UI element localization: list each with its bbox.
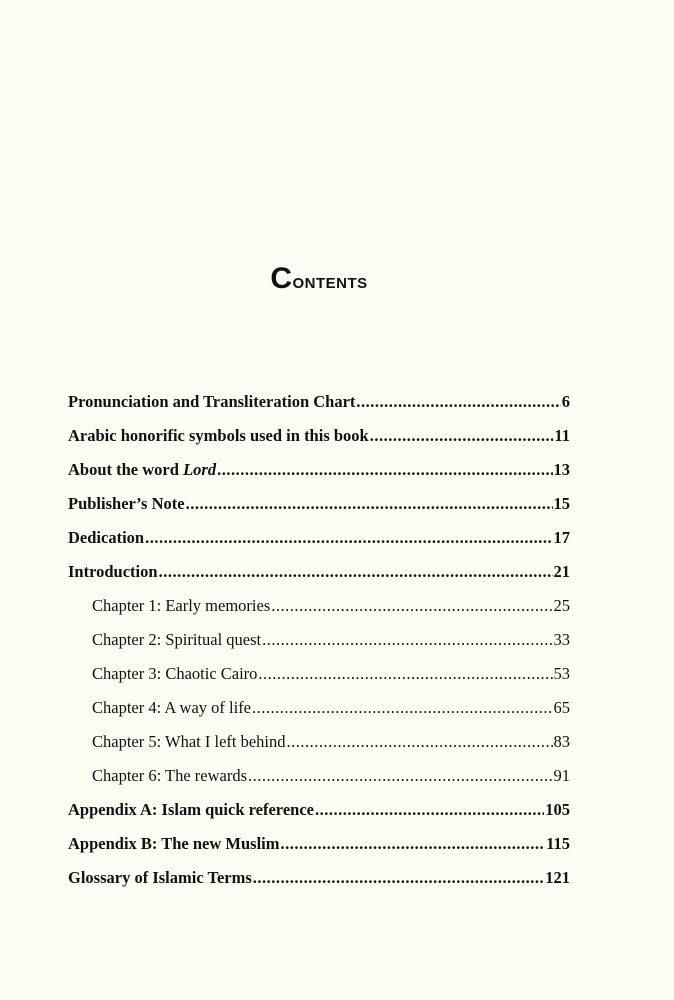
dot-leader xyxy=(186,494,553,514)
toc-entry-introduction[interactable] xyxy=(68,562,570,596)
toc-entry-page: 6 xyxy=(561,392,570,411)
toc-entry-chapter-6[interactable] xyxy=(68,766,570,800)
toc-entry-appendix-b[interactable] xyxy=(68,834,570,868)
toc-entry-page: 65 xyxy=(553,698,570,717)
toc-entry-label: Chapter 1: Early memories xyxy=(92,596,271,615)
toc-entry-page: 25 xyxy=(553,596,570,615)
toc-entry-dedication[interactable] xyxy=(68,528,570,562)
dot-leader xyxy=(370,426,554,446)
dot-leader xyxy=(258,664,552,684)
dot-leader xyxy=(271,596,552,616)
dot-leader xyxy=(217,460,552,480)
toc-entry-page: 105 xyxy=(545,800,570,819)
toc-entry-label: Chapter 3: Chaotic Cairo xyxy=(92,664,258,683)
toc-entry-label: Pronunciation and Transliteration Chart xyxy=(68,392,356,411)
toc-entry-label: Chapter 2: Spiritual quest xyxy=(92,630,262,649)
toc-entry-page: 11 xyxy=(554,426,570,445)
dot-leader xyxy=(248,766,552,786)
toc-entry-publishers-note[interactable] xyxy=(68,494,570,528)
toc-entry-page: 15 xyxy=(553,494,570,513)
toc-entry-honorific-symbols[interactable] xyxy=(68,426,570,460)
toc-entry-label-italic: Lord xyxy=(183,460,217,479)
dot-leader xyxy=(252,698,552,718)
dot-leader xyxy=(356,392,560,412)
toc-entry-label-prefix: About the word xyxy=(68,460,184,479)
toc-entry-label: Arabic honorific symbols used in this book xyxy=(68,426,369,445)
toc-entry-page: 17 xyxy=(553,528,570,547)
dot-leader xyxy=(253,868,544,888)
toc-entry-page: 21 xyxy=(553,562,570,581)
page-title xyxy=(0,262,638,296)
dot-leader xyxy=(287,732,553,752)
toc-entry-chapter-3[interactable] xyxy=(68,664,570,698)
toc-entry-page: 53 xyxy=(553,664,570,683)
title-rest: ontents xyxy=(292,268,368,293)
toc-entry-glossary[interactable] xyxy=(68,868,570,902)
dot-leader xyxy=(315,800,544,820)
toc-entry-label: Publisher’s Note xyxy=(68,494,185,513)
table-of-contents xyxy=(68,392,570,902)
dot-leader xyxy=(159,562,553,582)
toc-entry-page: 13 xyxy=(553,460,570,479)
toc-entry-label: Chapter 5: What I left behind xyxy=(92,732,286,751)
toc-entry-label: Chapter 4: A way of life xyxy=(92,698,252,717)
toc-entry-label xyxy=(68,460,216,480)
toc-entry-chapter-4[interactable] xyxy=(68,698,570,732)
toc-entry-chapter-2[interactable] xyxy=(68,630,570,664)
dot-leader xyxy=(145,528,552,548)
dot-leader xyxy=(281,834,546,854)
toc-entry-label: Introduction xyxy=(68,562,158,581)
title-initial: C xyxy=(270,262,293,295)
toc-entry-page: 121 xyxy=(545,868,570,887)
toc-entry-page: 115 xyxy=(546,834,570,853)
toc-entry-about-lord[interactable] xyxy=(68,460,570,494)
toc-entry-label: Appendix A: Islam quick reference xyxy=(68,800,314,819)
toc-entry-label: Glossary of Islamic Terms xyxy=(68,868,252,887)
toc-entry-chapter-1[interactable] xyxy=(68,596,570,630)
toc-entry-page: 91 xyxy=(553,766,570,785)
toc-entry-appendix-a[interactable] xyxy=(68,800,570,834)
toc-entry-pronunciation[interactable] xyxy=(68,392,570,426)
dot-leader xyxy=(262,630,552,650)
toc-entry-label: Dedication xyxy=(68,528,145,547)
toc-entry-label: Chapter 6: The rewards xyxy=(92,766,248,785)
toc-entry-page: 33 xyxy=(553,630,570,649)
toc-entry-page: 83 xyxy=(553,732,570,751)
toc-entry-label: Appendix B: The new Muslim xyxy=(68,834,280,853)
toc-entry-chapter-5[interactable] xyxy=(68,732,570,766)
